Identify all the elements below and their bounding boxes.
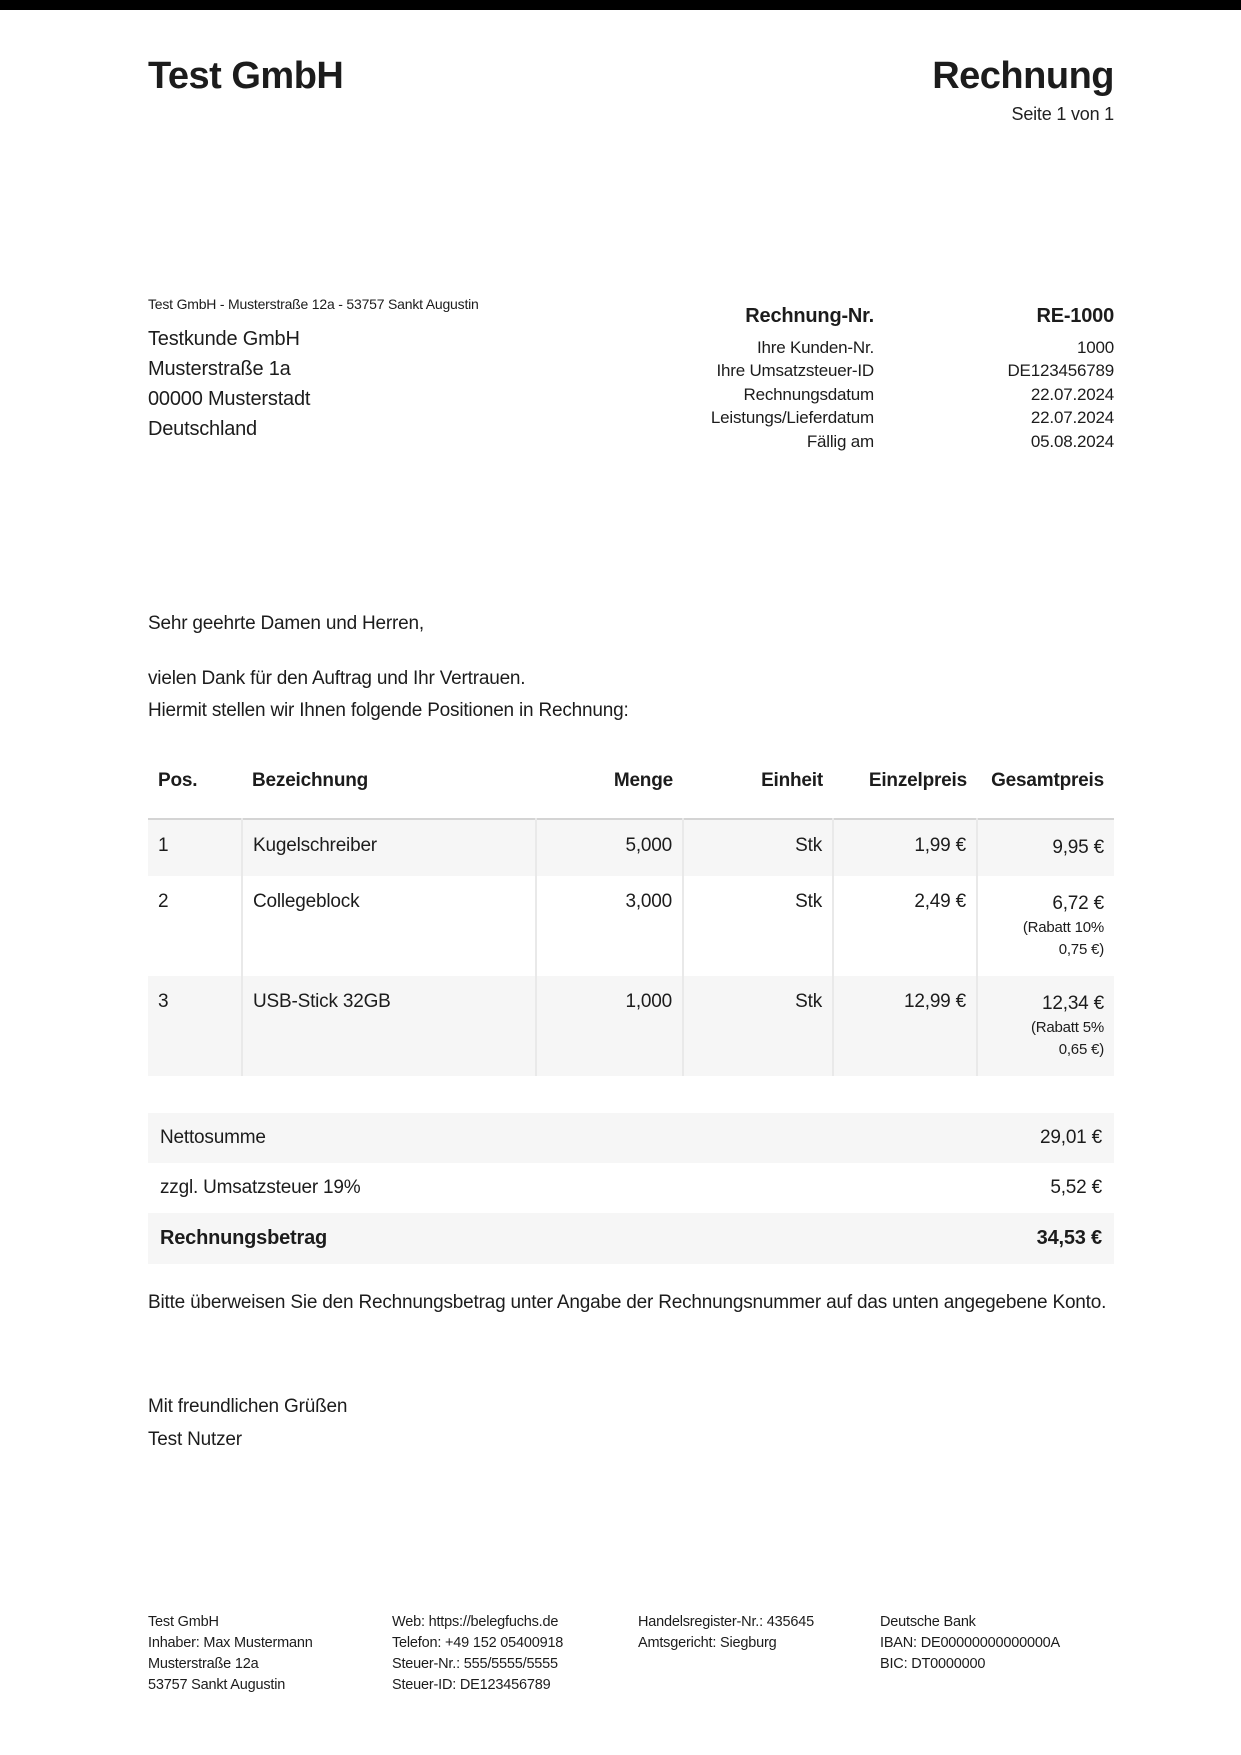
cell-unit-price: 2,49 €	[833, 876, 977, 976]
column-header-total: Gesamtpreis	[991, 770, 1104, 791]
closing-regards: Mit freundlichen Grüßen	[148, 1396, 348, 1417]
column-header-pos: Pos.	[158, 770, 198, 791]
greeting-line: vielen Dank für den Auftrag und Ihr Vertrauen.	[148, 668, 526, 689]
discount-note: (Rabatt 5%	[1030, 1019, 1104, 1036]
meta-label: Ihre Umsatzsteuer-ID	[716, 361, 874, 380]
footer-company-column	[148, 1612, 392, 1696]
total-amount: 12,34 €	[1042, 993, 1104, 1014]
payment-instruction: Bitte überweisen Sie den Rechnungsbetrag unter Angabe der Rechnungsnummer auf das unten angegebene Konto.	[148, 1292, 1107, 1313]
recipient-address-block	[148, 296, 618, 444]
recipient-country: Deutschland	[148, 418, 257, 440]
cell-total	[977, 876, 1114, 976]
meta-label: Rechnung-Nr.	[745, 305, 874, 327]
greeting-block	[148, 608, 1138, 727]
cell-pos: 3	[158, 991, 169, 1012]
totals-row-grand-total	[148, 1213, 1114, 1264]
meta-label: Fällig am	[806, 431, 874, 451]
recipient-name: Testkunde GmbH	[148, 328, 300, 350]
footer-line: 53757 Sankt Augustin	[148, 1677, 286, 1693]
totals-label: Rechnungsbetrag	[160, 1227, 328, 1249]
footer-contact-column	[392, 1612, 638, 1696]
cell-pos: 1	[158, 835, 169, 856]
company-name: Test GmbH	[148, 55, 344, 97]
recipient-street: Musterstraße 1a	[148, 358, 291, 380]
cell-unit: Stk	[683, 819, 833, 876]
totals-label: zzgl. Umsatzsteuer 19%	[160, 1177, 361, 1198]
meta-label: Ihre Kunden-Nr.	[756, 337, 874, 357]
cell-unit-price: 12,99 €	[833, 976, 977, 1076]
closing-block	[148, 1390, 347, 1456]
top-accent-bar	[0, 0, 1241, 10]
cell-unit: Stk	[683, 876, 833, 976]
footer-line: Musterstraße 12a	[148, 1656, 259, 1672]
meta-value: 05.08.2024	[1030, 431, 1114, 451]
cell-name: Kugelschreiber	[242, 819, 536, 876]
totals-row-vat	[148, 1163, 1114, 1213]
totals-row-net	[148, 1113, 1114, 1163]
column-header-name: Bezeichnung	[252, 770, 369, 791]
footer-line: Amtsgericht: Siegburg	[638, 1635, 777, 1651]
discount-note: 0,75 €)	[1058, 941, 1104, 958]
cell-unit: Stk	[683, 976, 833, 1076]
meta-value: 22.07.2024	[1030, 408, 1114, 427]
meta-row-vat-id	[640, 359, 1114, 383]
document-title: Rechnung	[932, 55, 1114, 97]
cell-name: Collegeblock	[242, 876, 536, 976]
discount-note: (Rabatt 10%	[1022, 919, 1104, 936]
totals-value: 29,01 €	[1040, 1127, 1102, 1148]
meta-row-invoice-number	[640, 305, 1114, 329]
footer-line: IBAN: DE00000000000000A	[880, 1635, 1061, 1651]
footer-line: BIC: DT0000000	[880, 1656, 986, 1672]
totals-value: 5,52 €	[1050, 1177, 1102, 1198]
total-amount: 6,72 €	[1052, 893, 1104, 914]
footer-line: Steuer-Nr.: 555/5555/5555	[392, 1656, 558, 1672]
footer-line: Test GmbH	[148, 1614, 219, 1630]
meta-value: 22.07.2024	[1030, 384, 1114, 404]
invoice-meta-block	[640, 305, 1114, 453]
cell-name: USB-Stick 32GB	[242, 976, 536, 1076]
table-row	[148, 876, 1114, 976]
footer-line: Handelsregister-Nr.: 435645	[638, 1614, 814, 1630]
totals-label: Nettosumme	[160, 1127, 266, 1148]
table-row	[148, 976, 1114, 1076]
page-number-info: Seite 1 von 1	[1011, 104, 1114, 124]
cell-pos: 2	[158, 891, 169, 912]
footer-line: Steuer-ID: DE123456789	[392, 1677, 551, 1693]
cell-qty: 1,000	[536, 976, 683, 1076]
meta-value: 1000	[1076, 337, 1114, 357]
meta-label: Rechnungsdatum	[743, 384, 874, 404]
meta-value: DE123456789	[1007, 361, 1114, 380]
line-items-table	[148, 770, 1114, 1076]
meta-row-delivery-date	[640, 406, 1114, 430]
meta-row-due-date	[640, 430, 1114, 454]
totals-value: 34,53 €	[1036, 1227, 1102, 1249]
salutation: Sehr geehrte Damen und Herren,	[148, 613, 424, 634]
meta-value: RE-1000	[1036, 305, 1114, 327]
footer-line: Deutsche Bank	[880, 1614, 976, 1630]
cell-total	[977, 819, 1114, 876]
meta-row-invoice-date	[640, 383, 1114, 407]
column-header-qty: Menge	[613, 770, 673, 791]
footer-line: Inhaber: Max Mustermann	[148, 1635, 313, 1651]
footer-line: Telefon: +49 152 05400918	[392, 1635, 564, 1651]
footer-register-column	[638, 1612, 880, 1696]
footer-block	[148, 1612, 1114, 1696]
invoice-header	[148, 55, 1114, 125]
greeting-line: Hiermit stellen wir Ihnen folgende Positionen in Rechnung:	[148, 700, 629, 721]
cell-qty: 3,000	[536, 876, 683, 976]
totals-block	[148, 1113, 1114, 1264]
closing-signature: Test Nutzer	[148, 1429, 242, 1450]
recipient-city: 00000 Musterstadt	[148, 388, 311, 410]
column-header-unit: Einheit	[761, 770, 823, 791]
meta-row-customer-number	[640, 336, 1114, 360]
column-header-unit-price: Einzelpreis	[868, 770, 967, 791]
table-row	[148, 819, 1114, 876]
cell-qty: 5,000	[536, 819, 683, 876]
table-header-row	[148, 770, 1114, 819]
discount-note: 0,65 €)	[1058, 1041, 1104, 1058]
cell-unit-price: 1,99 €	[833, 819, 977, 876]
meta-label: Leistungs/Lieferdatum	[710, 408, 874, 427]
cell-total	[977, 976, 1114, 1076]
footer-bank-column	[880, 1612, 1114, 1696]
total-amount: 9,95 €	[1052, 837, 1104, 858]
sender-return-address: Test GmbH - Musterstraße 12a - 53757 Sankt Augustin	[148, 296, 479, 312]
footer-line: Web: https://belegfuchs.de	[392, 1614, 559, 1630]
